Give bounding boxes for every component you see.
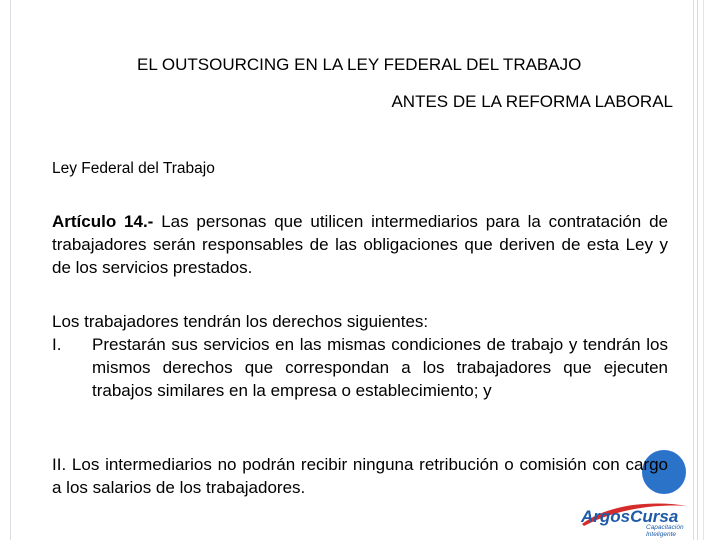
- article-paragraph: [52, 210, 668, 279]
- list-item: [52, 333, 668, 402]
- slide-title-line-1: EL OUTSOURCING EN LA LEY FEDERAL DEL TRABAJO: [137, 55, 582, 74]
- article-text: Las personas que utilicen intermediarios para la contratación de trabajadores serán responsables de las obligaciones que deriven de esta Ley y de los servicios prestados.: [52, 212, 668, 277]
- frame-line-right: [693, 0, 694, 540]
- logo-brand: ArgosCursa: [581, 507, 679, 526]
- frame-line-right: [703, 0, 704, 540]
- article-heading: Artículo 14.-: [52, 212, 154, 231]
- rights-block: [52, 310, 668, 402]
- list-item-text: Prestarán sus servicios en las mismas condiciones de trabajo y tendrán los mismos derechos que correspondan a los trabajadores que ejecuten trabajos similares en la empresa o establecimiento; y: [92, 335, 668, 400]
- frame-line-left: [10, 0, 11, 540]
- argoscursa-logo: [578, 498, 690, 538]
- frame-line-right: [697, 0, 698, 540]
- rights-intro: Los trabajadores tendrán los derechos siguientes:: [52, 312, 429, 331]
- section-label: Ley Federal del Trabajo: [52, 160, 215, 177]
- logo-tagline-1: Capacitación: [646, 524, 684, 531]
- conclusion-paragraph: II. Los intermediarios no podrán recibir ninguna retribución o comisión con cargo a los salarios de los trabajadores.: [52, 455, 668, 497]
- slide-title-line-2: ANTES DE LA REFORMA LABORAL: [391, 92, 673, 111]
- rights-list: [52, 333, 668, 402]
- logo-tagline-2: Inteligente: [646, 531, 676, 538]
- list-item-number: I.: [52, 335, 62, 354]
